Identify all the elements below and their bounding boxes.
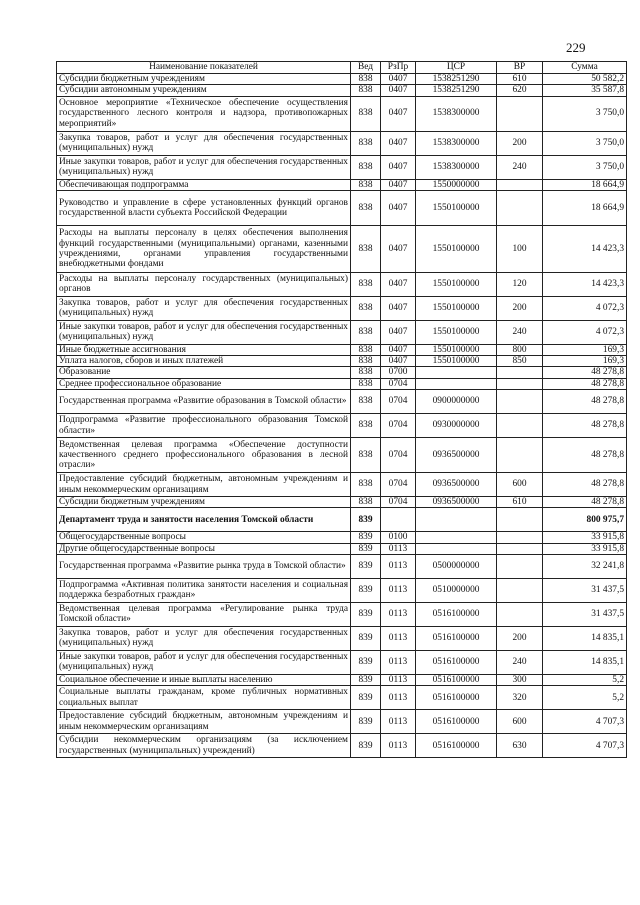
cell-name: Закупка товаров, работ и услуг для обеспечения государственных (муниципальных) нужд: [57, 131, 351, 155]
cell-rzpr: 0407: [381, 356, 416, 367]
cell-sum: 48 278,8: [543, 390, 627, 414]
table-row: [57, 414, 627, 438]
cell-ved: 838: [351, 272, 381, 296]
cell-rzpr: 0113: [381, 554, 416, 578]
cell-rzpr: 0704: [381, 497, 416, 508]
header-vr: ВР: [497, 62, 543, 74]
table-row: [57, 155, 627, 179]
header-ved: Вед: [351, 62, 381, 74]
cell-name: Социальное обеспечение и иные выплаты населению: [57, 674, 351, 685]
cell-rzpr: 0407: [381, 179, 416, 190]
cell-name: Иные закупки товаров, работ и услуг для обеспечения государственных (муниципальных) нужд: [57, 650, 351, 674]
table-row: [57, 320, 627, 344]
header-sum: Сумма: [543, 62, 627, 74]
cell-vr: 240: [497, 155, 543, 179]
cell-vr: 100: [497, 225, 543, 272]
table-row: [57, 438, 627, 473]
cell-rzpr: 0113: [381, 674, 416, 685]
cell-csr: [416, 367, 497, 378]
cell-sum: 18 664,9: [543, 190, 627, 225]
cell-sum: 4 072,3: [543, 296, 627, 320]
cell-ved: 838: [351, 155, 381, 179]
cell-sum: 14 835,1: [543, 626, 627, 650]
table-row: [57, 543, 627, 554]
cell-ved: 838: [351, 378, 381, 389]
table-row: [57, 179, 627, 190]
cell-name: Руководство и управление в сфере установленных функций органов государственной власти субъекта Российской Федерации: [57, 190, 351, 225]
table-row: [57, 344, 627, 355]
cell-csr: 0936500000: [416, 497, 497, 508]
table-row: [57, 674, 627, 685]
cell-sum: 4 072,3: [543, 320, 627, 344]
table-row: [57, 554, 627, 578]
cell-vr: 800: [497, 344, 543, 355]
table-row: [57, 532, 627, 543]
cell-csr: 1550100000: [416, 296, 497, 320]
table-row: [57, 473, 627, 497]
cell-vr: 610: [497, 497, 543, 508]
cell-rzpr: 0113: [381, 543, 416, 554]
cell-vr: 320: [497, 686, 543, 710]
cell-ved: 838: [351, 179, 381, 190]
cell-ved: 839: [351, 602, 381, 626]
cell-vr: [497, 378, 543, 389]
cell-ved: 838: [351, 497, 381, 508]
table-row: [57, 296, 627, 320]
cell-csr: 1550100000: [416, 356, 497, 367]
cell-sum: 48 278,8: [543, 414, 627, 438]
cell-name: Ведомственная целевая программа «Обеспечение доступности качественного среднего профессионального образования в лесной отрасли»: [57, 438, 351, 473]
cell-csr: 0500000000: [416, 554, 497, 578]
table-row: [57, 367, 627, 378]
cell-rzpr: 0407: [381, 190, 416, 225]
table-row: [57, 710, 627, 734]
cell-rzpr: 0113: [381, 686, 416, 710]
cell-csr: 0510000000: [416, 578, 497, 602]
cell-csr: [416, 543, 497, 554]
cell-vr: 200: [497, 296, 543, 320]
cell-rzpr: 0407: [381, 131, 416, 155]
cell-sum: 3 750,0: [543, 155, 627, 179]
cell-csr: 0516100000: [416, 674, 497, 685]
cell-csr: 1550100000: [416, 344, 497, 355]
cell-rzpr: 0407: [381, 74, 416, 85]
cell-name: Общегосударственные вопросы: [57, 532, 351, 543]
table-row: [57, 378, 627, 389]
cell-rzpr: 0113: [381, 710, 416, 734]
cell-vr: [497, 438, 543, 473]
table-row: [57, 686, 627, 710]
cell-vr: [497, 508, 543, 532]
cell-sum: 31 437,5: [543, 578, 627, 602]
cell-csr: 0516100000: [416, 734, 497, 758]
cell-vr: [497, 414, 543, 438]
page-number: 229: [566, 40, 586, 55]
cell-vr: 610: [497, 74, 543, 85]
cell-ved: 839: [351, 554, 381, 578]
cell-ved: 838: [351, 414, 381, 438]
cell-sum: 4 707,3: [543, 710, 627, 734]
cell-vr: 240: [497, 320, 543, 344]
cell-name: Предоставление субсидий бюджетным, автономным учреждениям и иным некоммерческим организациям: [57, 710, 351, 734]
cell-sum: 35 587,8: [543, 85, 627, 96]
cell-sum: 800 975,7: [543, 508, 627, 532]
cell-ved: 838: [351, 74, 381, 85]
table-row: [57, 626, 627, 650]
header-rzpr: РзПр: [381, 62, 416, 74]
table-row: [57, 272, 627, 296]
cell-csr: 0930000000: [416, 414, 497, 438]
cell-name: Субсидии бюджетным учреждениям: [57, 74, 351, 85]
cell-ved: 838: [351, 85, 381, 96]
cell-csr: 0516100000: [416, 650, 497, 674]
cell-name: Закупка товаров, работ и услуг для обеспечения государственных (муниципальных) нужд: [57, 296, 351, 320]
cell-sum: 3 750,0: [543, 96, 627, 131]
cell-vr: 200: [497, 626, 543, 650]
cell-csr: 0516100000: [416, 686, 497, 710]
cell-rzpr: 0704: [381, 438, 416, 473]
table-row: [57, 190, 627, 225]
cell-vr: 630: [497, 734, 543, 758]
cell-name: Уплата налогов, сборов и иных платежей: [57, 356, 351, 367]
table-row: [57, 497, 627, 508]
cell-ved: 839: [351, 578, 381, 602]
cell-rzpr: 0407: [381, 85, 416, 96]
cell-sum: 3 750,0: [543, 131, 627, 155]
cell-name: Субсидии бюджетным учреждениям: [57, 497, 351, 508]
cell-ved: 838: [351, 473, 381, 497]
cell-csr: 1550100000: [416, 320, 497, 344]
cell-name: Ведомственная целевая программа «Регулирование рынка труда Томской области»: [57, 602, 351, 626]
cell-rzpr: 0704: [381, 390, 416, 414]
cell-vr: [497, 390, 543, 414]
cell-csr: 0900000000: [416, 390, 497, 414]
cell-rzpr: 0407: [381, 296, 416, 320]
table-row: [57, 602, 627, 626]
cell-name: Среднее профессиональное образование: [57, 378, 351, 389]
cell-sum: 33 915,8: [543, 543, 627, 554]
table-row: [57, 74, 627, 85]
cell-sum: 48 278,8: [543, 438, 627, 473]
cell-rzpr: 0113: [381, 602, 416, 626]
cell-rzpr: 0704: [381, 378, 416, 389]
cell-sum: 31 437,5: [543, 602, 627, 626]
cell-rzpr: 0700: [381, 367, 416, 378]
table-row: [57, 650, 627, 674]
cell-name: Предоставление субсидий бюджетным, автономным учреждениям и иным некоммерческим организациям: [57, 473, 351, 497]
cell-name: Обеспечивающая подпрограмма: [57, 179, 351, 190]
cell-name: Другие общегосударственные вопросы: [57, 543, 351, 554]
cell-rzpr: 0113: [381, 650, 416, 674]
cell-name: Основное мероприятие «Техническое обеспечение осуществления государственного лесного контроля и надзора, противопожарных мероприятий»: [57, 96, 351, 131]
cell-rzpr: [381, 508, 416, 532]
cell-vr: 240: [497, 650, 543, 674]
cell-csr: 1538300000: [416, 155, 497, 179]
header-csr: ЦСР: [416, 62, 497, 74]
cell-csr: 1538251290: [416, 85, 497, 96]
cell-vr: [497, 543, 543, 554]
cell-ved: 839: [351, 650, 381, 674]
cell-ved: 839: [351, 543, 381, 554]
cell-ved: 839: [351, 674, 381, 685]
table-header-row: [57, 62, 627, 74]
cell-rzpr: 0407: [381, 155, 416, 179]
cell-sum: 14 423,3: [543, 272, 627, 296]
cell-ved: 838: [351, 190, 381, 225]
cell-name: Социальные выплаты гражданам, кроме публичных нормативных социальных выплат: [57, 686, 351, 710]
cell-sum: 50 582,2: [543, 74, 627, 85]
cell-csr: 1550100000: [416, 272, 497, 296]
cell-sum: 32 241,8: [543, 554, 627, 578]
table-row: [57, 390, 627, 414]
cell-ved: 838: [351, 225, 381, 272]
cell-vr: [497, 554, 543, 578]
cell-rzpr: 0407: [381, 320, 416, 344]
cell-name: Государственная программа «Развитие образования в Томской области»: [57, 390, 351, 414]
cell-sum: 5,2: [543, 686, 627, 710]
cell-ved: 838: [351, 296, 381, 320]
cell-vr: [497, 367, 543, 378]
cell-vr: [497, 578, 543, 602]
cell-ved: 839: [351, 686, 381, 710]
cell-vr: 300: [497, 674, 543, 685]
cell-sum: 48 278,8: [543, 497, 627, 508]
cell-csr: 1550100000: [416, 225, 497, 272]
table-row: [57, 225, 627, 272]
cell-name: Иные закупки товаров, работ и услуг для обеспечения государственных (муниципальных) нужд: [57, 155, 351, 179]
cell-vr: 850: [497, 356, 543, 367]
cell-ved: 839: [351, 626, 381, 650]
cell-ved: 838: [351, 367, 381, 378]
table-row: [57, 85, 627, 96]
cell-ved: 838: [351, 96, 381, 131]
cell-csr: 1538300000: [416, 96, 497, 131]
cell-vr: [497, 96, 543, 131]
cell-sum: 14 423,3: [543, 225, 627, 272]
cell-ved: 838: [351, 356, 381, 367]
cell-csr: [416, 508, 497, 532]
cell-vr: 600: [497, 710, 543, 734]
cell-ved: 838: [351, 320, 381, 344]
cell-name: Иные закупки товаров, работ и услуг для обеспечения государственных (муниципальных) нужд: [57, 320, 351, 344]
table-row: [57, 131, 627, 155]
cell-csr: 1550000000: [416, 179, 497, 190]
cell-sum: 14 835,1: [543, 650, 627, 674]
cell-vr: 200: [497, 131, 543, 155]
cell-vr: 620: [497, 85, 543, 96]
cell-sum: 48 278,8: [543, 378, 627, 389]
cell-name: Закупка товаров, работ и услуг для обеспечения государственных (муниципальных) нужд: [57, 626, 351, 650]
cell-ved: 838: [351, 390, 381, 414]
cell-csr: 1550100000: [416, 190, 497, 225]
cell-sum: 33 915,8: [543, 532, 627, 543]
cell-vr: [497, 190, 543, 225]
cell-vr: [497, 602, 543, 626]
cell-vr: [497, 179, 543, 190]
cell-name: Субсидии автономным учреждениям: [57, 85, 351, 96]
cell-rzpr: 0113: [381, 734, 416, 758]
cell-name: Подпрограмма «Активная политика занятости населения и социальная поддержка безработных граждан»: [57, 578, 351, 602]
cell-name: Подпрограмма «Развитие профессионального образования Томской области»: [57, 414, 351, 438]
cell-ved: 839: [351, 508, 381, 532]
cell-name: Образование: [57, 367, 351, 378]
table-row: [57, 508, 627, 532]
cell-sum: 48 278,8: [543, 473, 627, 497]
header-name: Наименование показателей: [57, 62, 351, 74]
cell-name: Иные бюджетные ассигнования: [57, 344, 351, 355]
cell-sum: 18 664,9: [543, 179, 627, 190]
cell-rzpr: 0704: [381, 473, 416, 497]
cell-csr: 0936500000: [416, 473, 497, 497]
cell-sum: 5,2: [543, 674, 627, 685]
cell-csr: [416, 532, 497, 543]
cell-sum: 169,3: [543, 344, 627, 355]
cell-name: Расходы на выплаты персоналу государственных (муниципальных) органов: [57, 272, 351, 296]
cell-sum: 169,3: [543, 356, 627, 367]
cell-ved: 839: [351, 532, 381, 543]
cell-csr: [416, 378, 497, 389]
cell-csr: 1538300000: [416, 131, 497, 155]
cell-ved: 838: [351, 131, 381, 155]
cell-rzpr: 0113: [381, 626, 416, 650]
cell-csr: 0516100000: [416, 710, 497, 734]
cell-ved: 839: [351, 710, 381, 734]
cell-rzpr: 0100: [381, 532, 416, 543]
cell-csr: 0516100000: [416, 626, 497, 650]
cell-name: Субсидии некоммерческим организациям (за исключением государственных (муниципальных) учреждений): [57, 734, 351, 758]
table-row: [57, 356, 627, 367]
cell-rzpr: 0407: [381, 96, 416, 131]
cell-ved: 839: [351, 734, 381, 758]
cell-name: Расходы на выплаты персоналу в целях обеспечения выполнения функций государственными (муниципальными) органами, казенными учреждениями, органами управления государственными внебюджетными фондами: [57, 225, 351, 272]
cell-csr: 0936500000: [416, 438, 497, 473]
cell-vr: 600: [497, 473, 543, 497]
table-row: [57, 734, 627, 758]
budget-table: [56, 61, 627, 758]
cell-sum: 4 707,3: [543, 734, 627, 758]
cell-csr: 1538251290: [416, 74, 497, 85]
cell-rzpr: 0407: [381, 272, 416, 296]
cell-ved: 838: [351, 344, 381, 355]
cell-name: Государственная программа «Развитие рынка труда в Томской области»: [57, 554, 351, 578]
cell-rzpr: 0407: [381, 225, 416, 272]
cell-ved: 838: [351, 438, 381, 473]
cell-csr: 0516100000: [416, 602, 497, 626]
table-row: [57, 96, 627, 131]
cell-rzpr: 0704: [381, 414, 416, 438]
cell-rzpr: 0113: [381, 578, 416, 602]
cell-sum: 48 278,8: [543, 367, 627, 378]
cell-name: Департамент труда и занятости населения Томской области: [57, 508, 351, 532]
table-row: [57, 578, 627, 602]
cell-vr: [497, 532, 543, 543]
cell-vr: 120: [497, 272, 543, 296]
cell-rzpr: 0407: [381, 344, 416, 355]
